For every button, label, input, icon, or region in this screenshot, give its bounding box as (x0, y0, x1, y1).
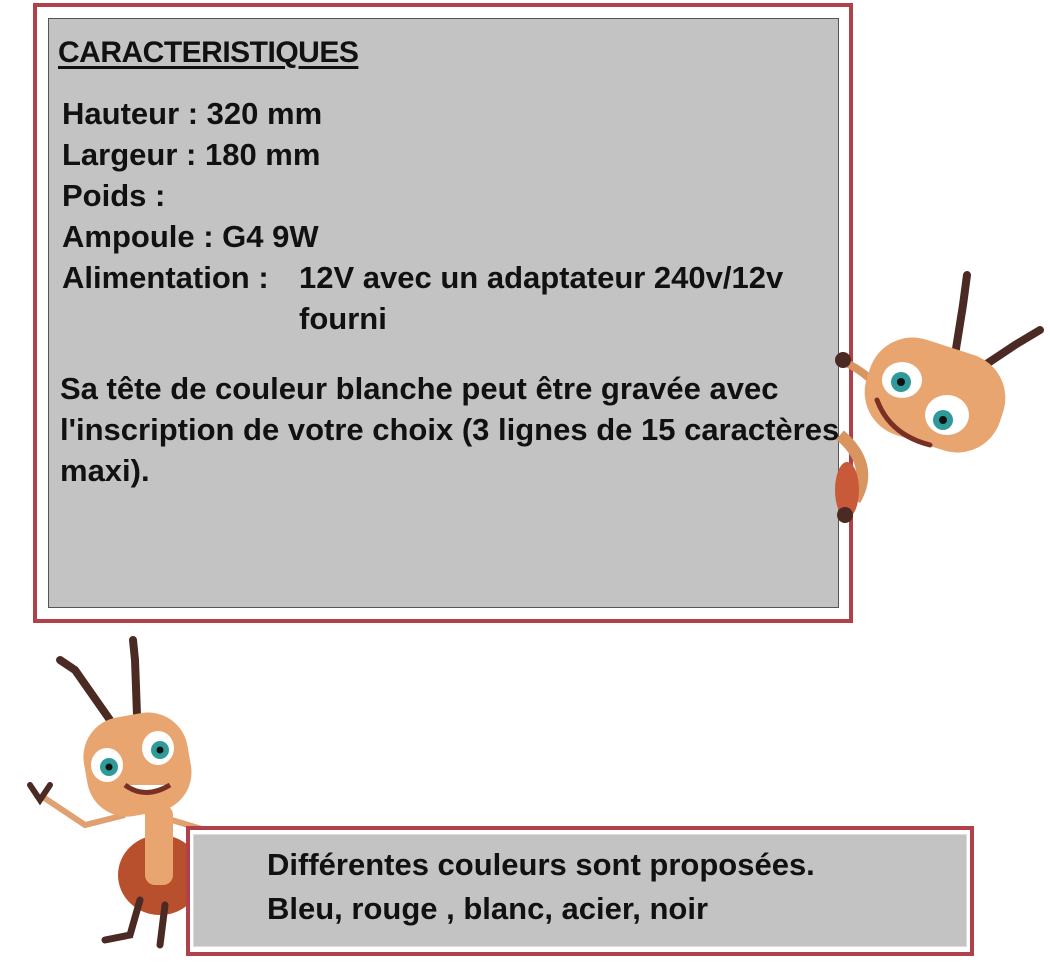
ant-peeking-icon (835, 265, 1050, 535)
colors-text (267, 843, 815, 931)
spec-power-value-cont: fourni (299, 301, 387, 336)
spec-power-value: 12V avec un adaptateur 240v/12v (299, 260, 784, 295)
colors-list: Bleu, rouge , blanc, acier, noir (267, 891, 709, 926)
colors-intro: Différentes couleurs sont proposées. (267, 847, 815, 882)
spec-width: Largeur : 180 mm (62, 137, 321, 172)
spec-height: Hauteur : 320 mm (62, 96, 323, 131)
engraving-description: Sa tête de couleur blanche peut être gravée avec l'inscription de votre choix (3 lignes de 15 caractères maxi). (60, 371, 840, 488)
spec-power-label: Alimentation : (62, 260, 269, 295)
spec-power (62, 260, 784, 296)
characteristics-title: CARACTERISTIQUES (58, 36, 359, 69)
spec-bulb: Ampoule : G4 9W (62, 219, 319, 254)
spec-weight: Poids : (62, 178, 166, 213)
